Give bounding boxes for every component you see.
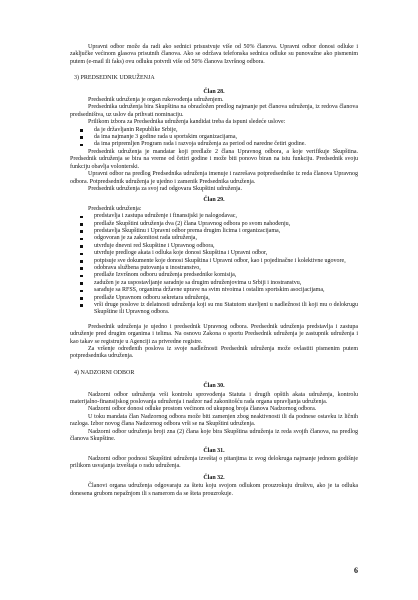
bullet-list bbox=[70, 213, 358, 317]
paragraph: Predsednik udruženja je organ rukovođenja udruženjem. bbox=[88, 97, 224, 104]
section-heading: 4) NADZORNI ODBOR bbox=[74, 369, 135, 376]
list-item: zadužen je za uspostavljanje saradnje sa drugim udruženjovima u Srbiji i inostranstvu, bbox=[70, 280, 358, 287]
paragraph: Predsednik udruženja za svoj rad odgovara Skupštini udruženja. bbox=[88, 185, 242, 192]
list-item: odgovoran je za zakonitost rada udruženja, bbox=[70, 235, 358, 242]
page-number: 6 bbox=[354, 566, 358, 575]
list-item: potpisuje sve dokumente koje donosi Skupština i Upravni odbor, kao i pojedinačne i kolektivne ugovore, bbox=[70, 258, 358, 265]
statute-text bbox=[70, 44, 358, 498]
paragraph: Predsednik udruženja je ujedno i predsednik Upravnog odbora. Predsednik udruženja predstavlja i zastupa udruženje pred drugim organima i telima. Na osnovu Zakona o sportu Predsednik udruženja je zastupnik udruženja i kao takav se registruje u Agenciji za privredne registre. bbox=[70, 323, 358, 345]
list-item: predlaže Izvršnom odboru udruženja predsednike komisija, bbox=[70, 272, 358, 279]
article-heading: Član 32. bbox=[203, 474, 225, 481]
list-item: predstavlja i zastupa udruženje i finansijski je nalogodavac, bbox=[70, 213, 358, 220]
paragraph: Članovi organa udruženja odgovaraju za štetu koju svojom odlukom prouzrokuju društvu, ako je ta odluka donesena grubom nepažnjom ili s namerom da se šteta prouzrokuje. bbox=[70, 483, 358, 497]
list-item: vrši druge poslove iz delatnosti udruženja koji su mu Statutom stavljeni u nadležnost ili koji mu o delokrugu Skupštine ili Upravnog odbora. bbox=[70, 302, 358, 317]
article-heading: Član 31. bbox=[203, 447, 225, 454]
paragraph: Nadzorni odbor udruženja broji zna (2) člana koje bira Skupština udruženja iz reda svojih članova, na predlog članova Skupštine. bbox=[70, 428, 358, 443]
paragraph: U toku mandata član Nadzornog odbora može biti zamenjen zbog neaktivnosti ili da podnese ostavku iz ličnih razloga. Izbor novog člana Nadzornog odbora vrši se na Skupštini udruženja. bbox=[70, 413, 358, 428]
list-item: da je državljanin Republike Srbije, bbox=[70, 127, 358, 134]
list-item: utvrđuje dnevni red Skupštine i Upravnog odbora, bbox=[70, 243, 358, 250]
paragraph: Nadzorni odbor podnosi Skupštini udruženja izveštaj o pitanjima iz svog delokruga najmanje jednom godišnje prilikom usvajanja izveštaja o radu udruženja. bbox=[70, 455, 358, 470]
paragraph: Predsednika udruženja bira Skupština na obrazložen predlog najmanje pet članova udruženja, iz redova članova predsedništva, uz uslov da prihvati nominaciju. bbox=[70, 104, 358, 118]
paragraph: Za vršenje određenih poslova iz svoje nadležnosti Predsednik udruženja može ovlastiti pismenim putem potpredsednika udruženja. bbox=[70, 346, 358, 360]
section-heading: 3) PREDSEDNIK UDRUŽENJA bbox=[74, 75, 155, 82]
list-item: predstavlja Skupštinu i Upravni odbor prema drugim licima i organizacijama, bbox=[70, 228, 358, 235]
paragraph: Nadzorni odbor donosi odluke prostom većinom od ukupnog broja članova Nadzornog odbora. bbox=[88, 406, 317, 413]
paragraph: Predsednik udruženja: bbox=[88, 205, 142, 212]
paragraph: Nadzorni odbor udruženja vrši kontrolu sprovođenja Statuta i drugih opštih akata udruženja, kontrolu materijalno-finansijskog poslovanja udruženja i nadzor nad zakonitošću rada organa upravljanja udruženja. bbox=[70, 391, 358, 406]
list-item: predlaže Upravnom odboru sekretara udruženja, bbox=[70, 295, 358, 302]
paragraph: Predsednik udruženja je mandatar koji predlaže 2 člana Upravnog odbora, a koje verifikuje Skupština. Predsednik udruženja se bira na vreme od četiri godine i može biti ponovo biran na istu funkciju. Predsednik svoju funkciju obavlja volonterski. bbox=[70, 148, 358, 170]
list-item: odobrava službena putovanja u inostranstvo, bbox=[70, 265, 358, 272]
article-heading: Član 30. bbox=[203, 383, 225, 390]
list-item: predlaže Skupštini udruženja dva (2) člana Upravnog odbora po svom nahođenju, bbox=[70, 221, 358, 228]
list-item: da ima pripremljen Program rada i razvoja udruženja za period od naredne četiri godine. bbox=[70, 141, 358, 148]
list-item: utvrđuje predloge akata i odluka koje donosi Skupština i Upravni odbor, bbox=[70, 250, 358, 257]
paragraph: Upravni odbor na predlog Predsednika udruženja imenuje i razrešava potpredsednike iz reda članova Upravnog odbora. Potpredsednik udruženja je ujedno i zamenik Predsednika udruženja. bbox=[70, 171, 358, 185]
paragraph: Prilikom izbora za Predsednika udruženja kandidat treba da ispuni sledeće uslove: bbox=[88, 119, 286, 126]
list-item: sarađuje sa RFSS, organima državne uprave na svim nivoima i ostalim sportskim asocijacijama, bbox=[70, 287, 358, 294]
bullet-list bbox=[70, 127, 358, 149]
article-heading: Član 29. bbox=[203, 197, 225, 204]
article-heading: Član 28. bbox=[203, 88, 225, 95]
paragraph: Upravni odbor može da radi ako sednici prisustvuje više od 50% članova. Upravni odbor donosi odluke i zaključke većinom glasova prisutnih članova. Ako se održava telefonska sednica odluke su punovažne ako pismenim putem (e-mail ili faks) ovu odluku potvrdi više od 50% članova Izvršnog odbora. bbox=[70, 44, 358, 65]
list-item: da ima najmanje 3 godine rada u sportskim organizacijama, bbox=[70, 134, 358, 141]
